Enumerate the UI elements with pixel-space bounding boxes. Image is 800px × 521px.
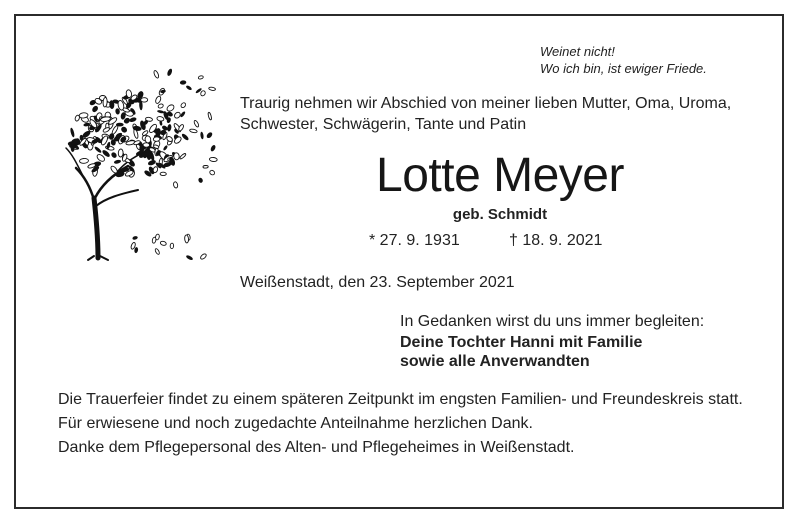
mourners bbox=[400, 333, 642, 371]
life-dates bbox=[369, 232, 603, 250]
epitaph-line-1: Weinet nicht! bbox=[540, 44, 615, 59]
place-and-date: Weißenstadt, den 23. September 2021 bbox=[240, 274, 515, 291]
tree-icon bbox=[54, 66, 220, 262]
note-care-staff: Danke dem Pflegepersonal des Alten- und Pflegeheimes in Weißenstadt. bbox=[58, 439, 575, 456]
birth-date: * 27. 9. 1931 bbox=[369, 232, 460, 249]
death-date: † 18. 9. 2021 bbox=[509, 232, 603, 249]
deceased-name: Lotte Meyer bbox=[376, 149, 624, 202]
note-funeral: Die Trauerfeier findet zu einem späteren Zeitpunkt im engsten Familien- und Freundeskreis statt. bbox=[58, 391, 743, 408]
mourners-line-2: sowie alle Anverwandten bbox=[400, 353, 590, 370]
intro-text: Traurig nehmen wir Abschied von meiner lieben Mutter, Oma, Uroma, Schwester, Schwägerin, Tante und Patin bbox=[240, 95, 732, 133]
epitaph-quote bbox=[540, 43, 707, 77]
note-thanks: Für erwiesene und noch zugedachte Anteilnahme herzlichen Dank. bbox=[58, 415, 533, 432]
mourners-line-1: Deine Tochter Hanni mit Familie bbox=[400, 334, 643, 351]
memory-line: In Gedanken wirst du uns immer begleiten: bbox=[400, 313, 705, 330]
maiden-name: geb. Schmidt bbox=[452, 206, 548, 223]
notes-section bbox=[58, 390, 758, 462]
epitaph-line-2: Wo ich bin, ist ewiger Friede. bbox=[540, 61, 707, 76]
